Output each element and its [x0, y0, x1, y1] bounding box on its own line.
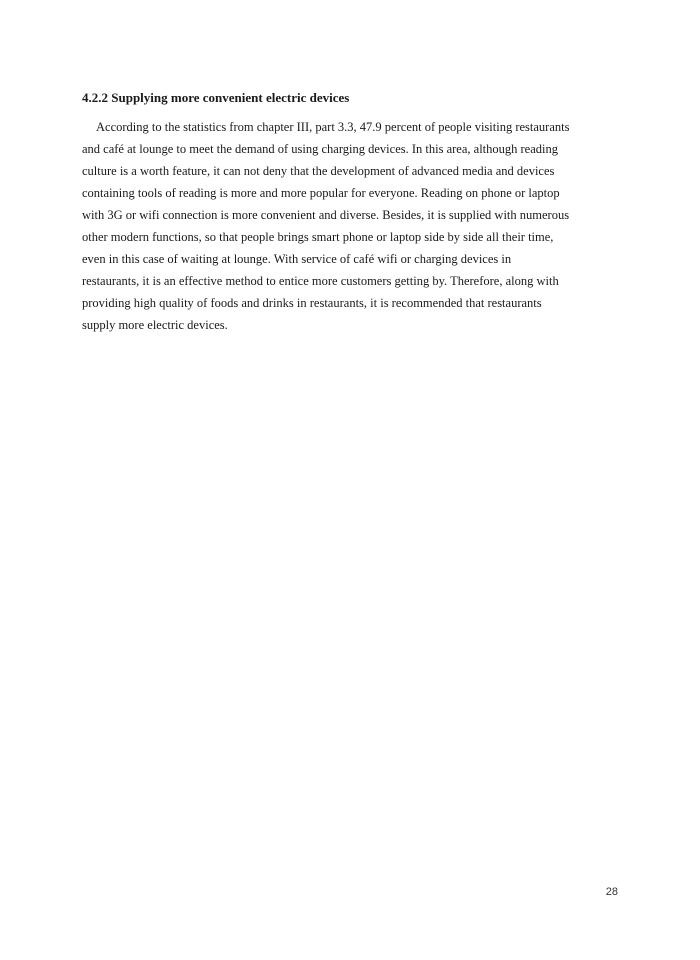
page-number: 28	[605, 886, 618, 898]
paragraph-line: even in this case of waiting at lounge. With service of café wifi or charging devices in	[82, 252, 512, 266]
section-heading: 4.2.2 Supplying more convenient electric devices	[82, 90, 350, 105]
paragraph-line: containing tools of reading is more and more popular for everyone. Reading on phone or laptop	[82, 186, 560, 200]
paragraph-line: supply more electric devices.	[82, 318, 228, 332]
paragraph-line: with 3G or wifi connection is more convenient and diverse. Besides, it is supplied with numerous	[82, 208, 570, 222]
paragraph-line: culture is a worth feature, it can not deny that the development of advanced media and devices	[82, 164, 555, 178]
paragraph-line: providing high quality of foods and drinks in restaurants, it is recommended that restaurants	[82, 296, 542, 310]
body-paragraph	[82, 116, 622, 336]
paragraph-line: and café at lounge to meet the demand of using charging devices. In this area, although reading	[82, 142, 558, 156]
paragraph-line: other modern functions, so that people brings smart phone or laptop side by side all their time,	[82, 230, 554, 244]
paragraph-line: restaurants, it is an effective method to entice more customers getting by. Therefore, along with	[82, 274, 559, 288]
paragraph-line: According to the statistics from chapter III, part 3.3, 47.9 percent of people visiting restaurants	[96, 120, 570, 134]
